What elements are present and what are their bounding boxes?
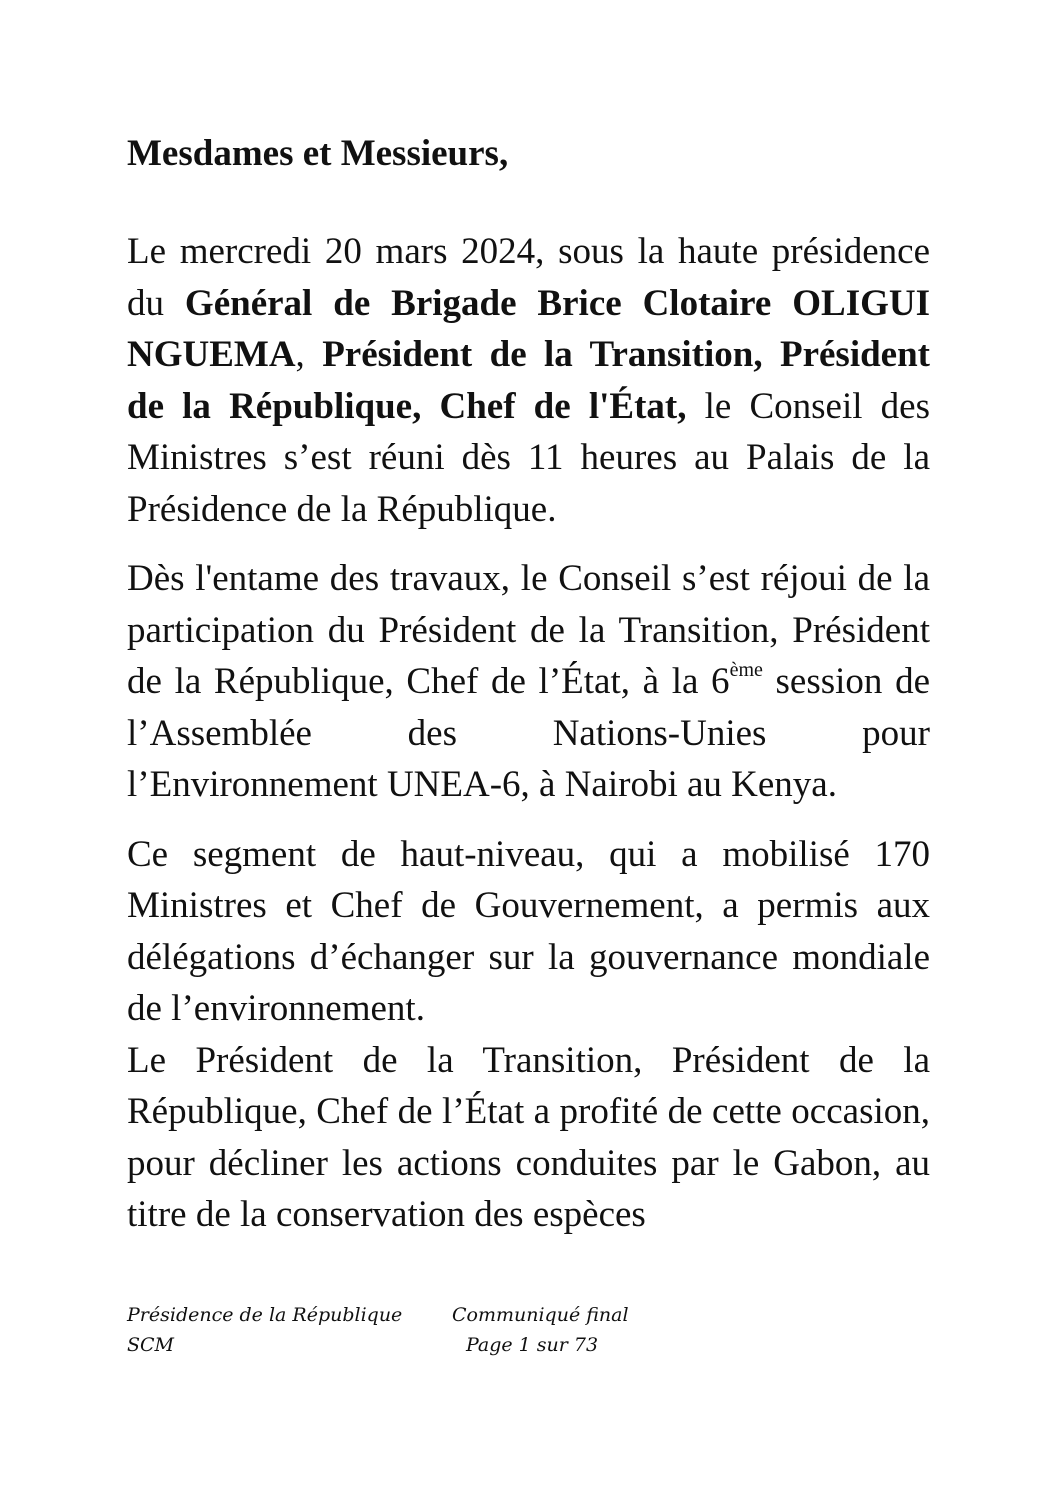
paragraph-1 bbox=[127, 226, 930, 535]
footer-document-type: Communiqué final bbox=[452, 1304, 629, 1326]
paragraph-2-text-2: session de l’Assemblée des Nations-Unies pour l’Environnement UNEA-6, à Nairobi au Kenya. bbox=[127, 661, 930, 805]
paragraph-2-superscript: ème bbox=[729, 658, 763, 681]
footer-right bbox=[452, 1300, 629, 1360]
paragraph-1-text-3: le Conseil des Ministres s’est réuni dès 11 heures au Palais de la Présidence de la République. bbox=[127, 385, 930, 530]
footer-department: SCM bbox=[127, 1334, 175, 1356]
paragraph-4: Le Président de la Transition, Président de la République, Chef de l’État a profité de cette occasion, pour décliner les actions conduites par le Gabon, au titre de la conservation des espèces bbox=[127, 1039, 930, 1235]
paragraph-1-bold-2: Président de la Transition, Président de la République, Chef de l'État, bbox=[127, 334, 931, 427]
paragraph-3: Ce segment de haut-niveau, qui a mobilisé 170 Ministres et Chef de Gouvernement, a permis aux délégations d’échanger sur la gouvernance mondiale de l’environnement. bbox=[127, 833, 930, 1029]
greeting: Mesdames et Messieurs, bbox=[127, 133, 509, 174]
footer-left bbox=[127, 1300, 402, 1360]
paragraph-2 bbox=[127, 553, 930, 811]
paragraph-1-text-1: Le mercredi 20 mars 2024, sous la haute présidence du bbox=[127, 231, 930, 324]
paragraph-1-bold-1: Général de Brigade Brice Clotaire OLIGUI NGUEMA bbox=[127, 282, 931, 375]
footer-page-number: Page 1 sur 73 bbox=[465, 1334, 599, 1356]
paragraph-2-text-1: Dès l'entame des travaux, le Conseil s’est réjoui de la participation du Président de la Transition, Président de la République, Chef de l’État, à la 6 bbox=[127, 558, 930, 702]
paragraph-1-text-2: , bbox=[295, 334, 323, 375]
document-body bbox=[127, 128, 930, 1259]
footer-issuer: Présidence de la République bbox=[127, 1304, 403, 1326]
